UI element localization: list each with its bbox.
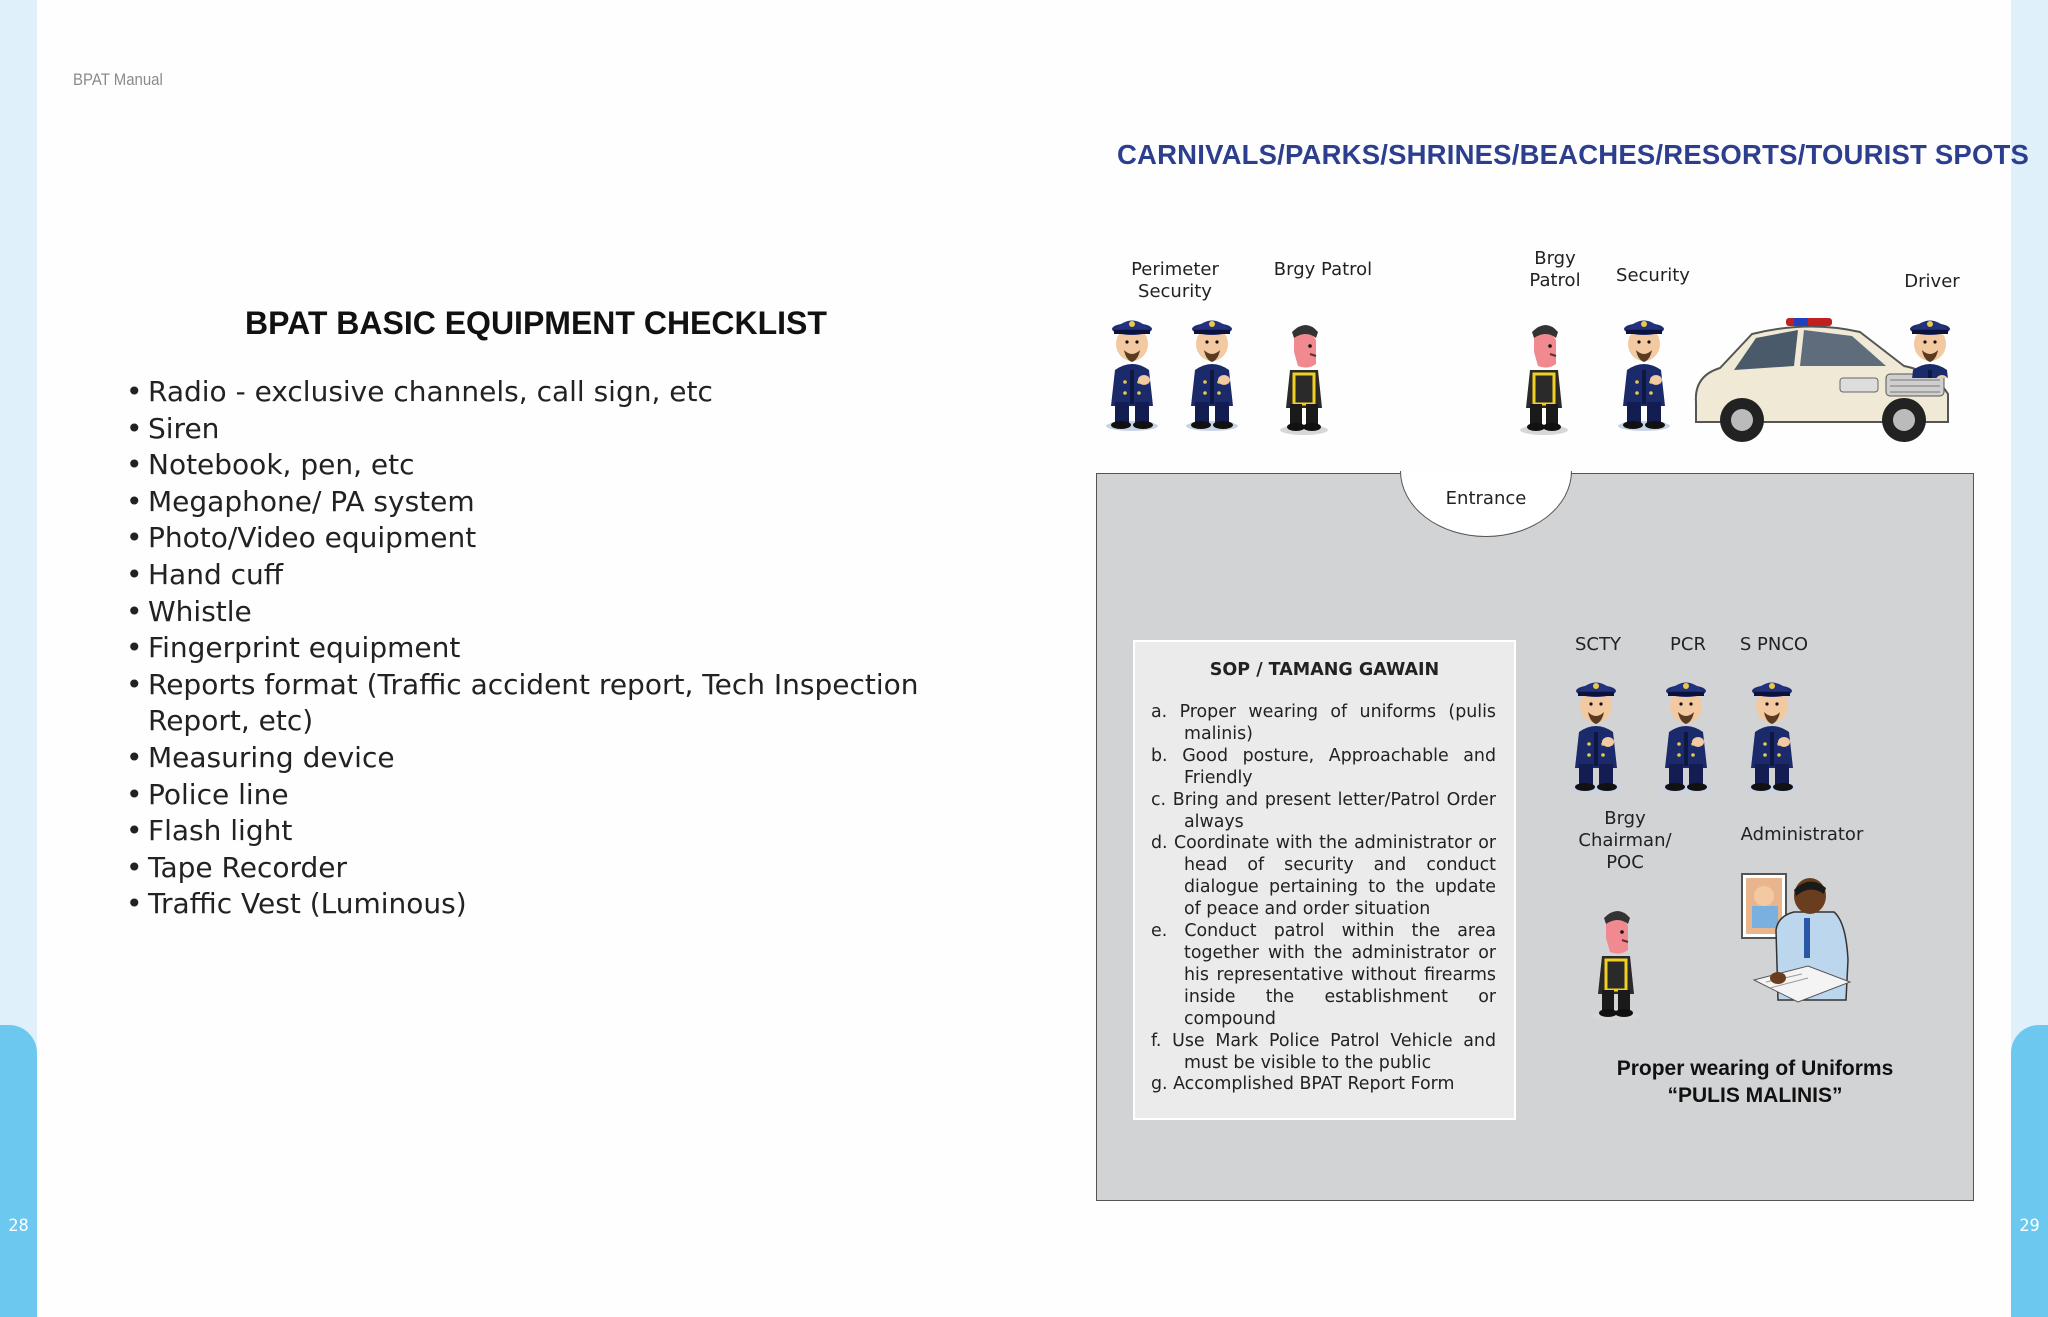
checklist-title: BPAT BASIC EQUIPMENT CHECKLIST: [245, 305, 827, 341]
checklist-item: • Measuring device: [126, 740, 946, 777]
checklist-item: • Traffic Vest (Luminous): [126, 886, 946, 923]
police-officer-icon: [1180, 298, 1244, 434]
uniform-caption: [1580, 1055, 1930, 1109]
checklist-item: • Siren: [126, 411, 946, 448]
administrator-label: Administrator: [1740, 824, 1864, 845]
police-officer-icon: [1612, 298, 1676, 434]
checklist-item: • Megaphone/ PA system: [126, 484, 946, 521]
checklist-item: • Police line: [126, 777, 946, 814]
brgy-chairman-label: Brgy Chairman/ POC: [1578, 808, 1672, 873]
sop-item: a. Proper wearing of uniforms (pulis malinis): [1151, 702, 1496, 744]
uniform-caption-text: Proper wearing of Uniforms “PULIS MALINIS”: [1616, 1057, 1894, 1107]
security-label: Security: [1616, 265, 1690, 286]
brgy-patrol-label-2: Brgy Patrol: [1529, 248, 1581, 291]
checklist-item: • Notebook, pen, etc: [126, 447, 946, 484]
sop-item: e. Conduct patrol within the area together with the administrator or his representative without firearms inside the establishment or compound: [1151, 921, 1496, 1029]
checklist-item: • Radio - exclusive channels, call sign, etc: [126, 374, 946, 411]
sop-item: c. Bring and present letter/Patrol Order always: [1151, 789, 1496, 832]
pcr-label: PCR: [1670, 634, 1706, 655]
sop-item: g. Accomplished BPAT Report Form: [1151, 1074, 1455, 1095]
left-page-edge-tab: [0, 1025, 37, 1317]
manual-header-label: BPAT Manual: [73, 70, 163, 89]
sop-item: d. Coordinate with the administrator or head of security and conduct dialogue pertaining to the update of peace and order situation: [1151, 833, 1496, 920]
sop-title: SOP / TAMANG GAWAIN: [1209, 660, 1440, 680]
perimeter-security-label: Perimeter Security: [1131, 259, 1219, 302]
equipment-checklist: [126, 374, 946, 923]
checklist-item: • Fingerprint equipment: [126, 630, 946, 667]
barangay-tanod-icon: [1512, 300, 1576, 436]
right-page-edge-tab: [2011, 1025, 2048, 1317]
barangay-tanod-icon: [1272, 300, 1336, 436]
entrance-label: Entrance: [1445, 488, 1527, 509]
brgy-patrol-label: Brgy Patrol: [1273, 259, 1373, 280]
administrator-figure-icon: [1738, 870, 1858, 1006]
page-number-left: 28: [8, 1216, 29, 1236]
page-number-right: 29: [2019, 1216, 2040, 1236]
checklist-item: • Flash light: [126, 813, 946, 850]
police-officer-icon: [1564, 660, 1628, 796]
driver-label: Driver: [1904, 271, 1960, 292]
checklist-item: • Reports format (Traffic accident report, Tech Inspection Report, etc): [126, 667, 946, 740]
s-pnco-label: S PNCO: [1739, 634, 1809, 655]
police-officer-icon: [1100, 298, 1164, 434]
scty-label: SCTY: [1575, 634, 1621, 655]
sop-list: [1135, 702, 1514, 1096]
tourist-spots-title: CARNIVALS/PARKS/SHRINES/BEACHES/RESORTS/TOURIST SPOTS: [1117, 139, 2030, 170]
police-officer-icon: [1654, 660, 1718, 796]
sop-box: [1133, 640, 1516, 1120]
police-driver-icon: [1898, 298, 1962, 378]
checklist-item: • Photo/Video equipment: [126, 520, 946, 557]
sop-item: f. Use Mark Police Patrol Vehicle and must be visible to the public: [1151, 1030, 1496, 1073]
barangay-chairman-icon: [1584, 886, 1648, 1022]
police-officer-icon: [1740, 660, 1804, 796]
checklist-item: • Tape Recorder: [126, 850, 946, 887]
checklist-item: • Whistle: [126, 594, 946, 631]
checklist-item: • Hand cuff: [126, 557, 946, 594]
sop-item: b. Good posture, Approachable and Friendly: [1151, 745, 1496, 788]
